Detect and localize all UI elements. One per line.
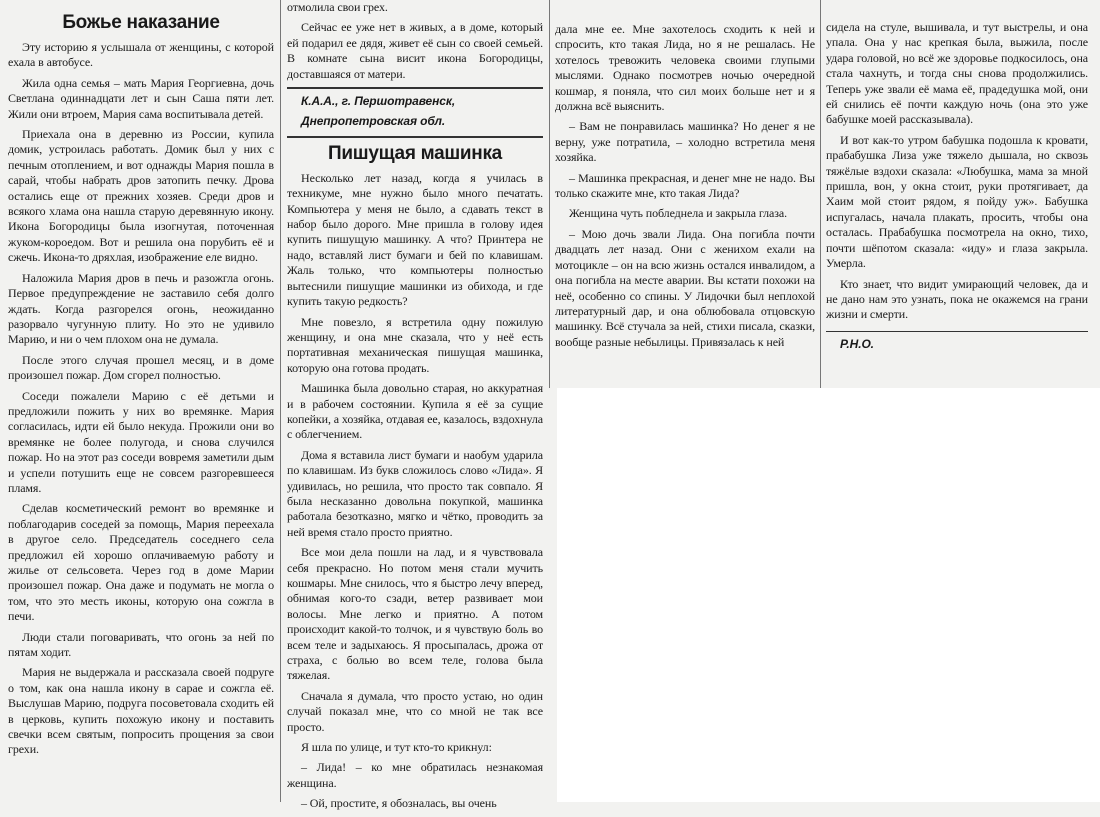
paragraph: Сделав косметический ремонт во времянке и поблагодарив соседей за помощь, Мария переехала в другое село. Председатель соседнего села предложил ей хорошо оплачиваемую работу и жилье от сельсовета. Через год в доме Марии произошел пожар. Она даже и подумать не могла о том, что это месть иконы, которую она сожгла в печи. (8, 501, 274, 624)
paragraph: Дома я вставила лист бумаги и наобум ударила по клавишам. Из букв сложилось слово «Лида». Я удивилась, но решила, что просто так совпало. Я была несказанно довольна покупкой, машинка работала безотказно, мягко и чётко, проводить за ней время стало просто приятно. (287, 447, 543, 539)
paragraph: – Мою дочь звали Лида. Она погибла почти двадцать лет назад. Они с женихом ехали на мотоцикле – он на всю жизнь остался инвалидом, а она погибла на месте аварии. Вы кстати похожи на неё, особенно со спины. У Лидочки был неплохой литературный дар, и она облюбовала отцовскую машинку. Всё стучала за ней, стихи писала, сказки, вообще разные небылицы. Привязалась к ней (555, 226, 815, 349)
paragraph: – Лида! – ко мне обратилась незнакомая женщина. (287, 760, 543, 790)
paragraph: Люди стали поговаривать, что огонь за ней по пятам ходит. (8, 629, 274, 660)
paragraph: Мне повезло, я встретила одну пожилую женщину, и она мне сказала, что у неё есть портативная механическая пишущая машинка, которую она готова продать. (287, 314, 543, 375)
article-title: Божье наказание (62, 12, 220, 33)
paragraph: – Вам не понравилась машинка? Но денег я не верну, уже потратила, – холодно встретила меня хозяйка. (555, 119, 815, 165)
column-3 (555, 22, 815, 355)
paragraph: дала мне ее. Мне захотелось сходить к ней и спросить, кто такая Лида, но я не решалась. Не хотелось тревожить человека своими глупыми мыслями. Однако посмотрев ночью очередной кошмар, я поняла, что сил моих больше нет и я должна всё выяснить. (555, 22, 815, 114)
article-title: Пишущая машинка (328, 142, 502, 164)
divider (287, 87, 543, 89)
paragraph: Я шла по улице, и тут кто-то крикнул: (301, 740, 492, 755)
column-1 (8, 12, 274, 763)
paragraph: отмолила свои грех. (287, 0, 388, 14)
column-4 (826, 20, 1088, 357)
author-signature: К.А.А., г. Першотравенск, (301, 94, 456, 109)
article-body (8, 40, 274, 758)
column-rule (549, 0, 550, 388)
paragraph: – Ой, простите, я обозналась, вы очень (301, 796, 497, 811)
paragraph: Эту историю я услышала от женщины, с которой ехала в автобусе. (8, 40, 274, 70)
column-rule (280, 0, 281, 802)
author-signature: Р.Н.О. (840, 336, 874, 351)
paragraph: Мария не выдержала и рассказала своей подруге о том, как она нашла икону в сарае и сожгла её. Выслушав Марию, подруга посоветовала сходить ей в церковь, купить похожую икону и поставить свечки всем святым, попросить прощения за свои грехи. (8, 665, 274, 757)
paragraph: Женщина чуть побледнела и закрыла глаза. (569, 206, 787, 221)
author-region: Днепропетровская обл. (301, 114, 446, 129)
paragraph: Все мои дела пошли на лад, и я чувствовала себя прекрасно. Но потом меня стали мучить кошмары. Мне снилось, что я быстро лечу вперед, обнимая кого-то сзади, ветер развивает мои волосы. Мне легко и приятно. А потом происходит какой-то толчок, и я чувствую боль во всем теле и задыхаюсь. Я просыпалась, дрожа от страха, с болью во всем теле, голова была тяжелая. (287, 545, 543, 683)
paragraph: Сначала я думала, что просто устаю, но один случай показал мне, что со мной не так все просто. (287, 688, 543, 734)
paragraph: Жила одна семья – мать Мария Георгиевна, дочь Светлана одиннадцати лет и сын Саша пяти лет. Жили они втроем, Мария сама воспитывала детей. (8, 75, 274, 121)
divider (287, 136, 543, 138)
paragraph: И вот как-то утром бабушка подошла к кровати, прабабушка Лиза уже тяжело дышала, но сквозь тяжёлые вздохи сказала: «Любушка, мама за мной пришла, вон, у окна стоит, руки протягивает, да Хаим мой стоит рядом, я пойду уж». Бабушка испугалась, начала плакать, просить, чтобы она осталась. Прабабушка посмотрела на окно, тихо, почти шёпотом сказала: «иду» и глаза закрыла. Умерла. (826, 132, 1088, 271)
paragraph: Несколько лет назад, когда я училась в техникуме, мне нужно было много печатать. Компьютера у меня не было, а сдавать текст в набор было дорого. Мне пришла в голову идея купить пишущую машинку. А что? Принтера не надо, вставляй лист бумаги и бей по клавишам. Жаль только, что компьютеры полностью вытеснили пишущие машинки из обихода, и где купить такую редкость? (287, 170, 543, 309)
paragraph: Кто знает, что видит умирающий человек, да и не дано нам это узнать, пока не окажемся на грани жизни и смерти. (826, 276, 1088, 322)
paragraph: Приехала она в деревню из России, купила домик, устроилась работать. Домик был у них с печным отоплением, и вот однажды Мария пошла в сарай, чтобы набрать дров затопить печку. Дрова остались еще от прежних хозяев. Среди дров и всякого хлама она нашла старую деревянную икону. Икона Богородицы была изогнутая, поточенная жуком-короедом. Вот и решила она порубить её и сжечь. Икона-то дряхлая, изображение еле видно. (8, 127, 274, 265)
column-rule (820, 0, 821, 388)
blank-scan-area (557, 388, 1100, 802)
paragraph: Сейчас ее уже нет в живых, а в доме, который ей подарил ее дядя, живет её сын со своей семьей. В комнате сына висит икона Богородицы, доставшаяся от матери. (287, 20, 543, 81)
divider (826, 331, 1088, 332)
paragraph: После этого случая прошел месяц, и в доме произошел пожар. Дом сгорел полностью. (8, 352, 274, 383)
paragraph: – Машинка прекрасная, и денег мне не надо. Вы только скажите мне, кто такая Лида? (555, 170, 815, 201)
paragraph: Наложила Мария дров в печь и разожгла огонь. Первое предупреждение не заставило себя долго ждать. Когда разгорелся огонь, неожиданно разорвало чугунную плиту. Но это не удивило Марию, и ни о чем плохом она не думала. (8, 270, 274, 347)
paragraph: Машинка была довольно старая, но аккуратная и в рабочем состоянии. Купила я её за сущие копейки, а хозяйка, отдавая ее, казалось, вздохнула с облегчением. (287, 381, 543, 442)
column-2 (287, 0, 543, 817)
paragraph: сидела на стуле, вышивала, и тут выстрелы, и она упала. Она у нас крепкая была, выжила, после удара головой, но всё же здоровье подкосилось, она стала чахнуть, и тогда сны снова продолжились. Теперь уже звали её мама её, прадедушка мой, они ей снились её почти каждую ночь (она это уже бабушке моей рассказывала). (826, 20, 1088, 127)
paragraph: Соседи пожалели Марию с её детьми и предложили пожить у них во времянке. Мария согласилась, идти ей было некуда. Прожили они во времянке не более полугода, и снова случился пожар. Но на этот раз соседи вовремя заметили дым и успели потушить еще не совсем разгоревшееся пламя. (8, 388, 274, 495)
